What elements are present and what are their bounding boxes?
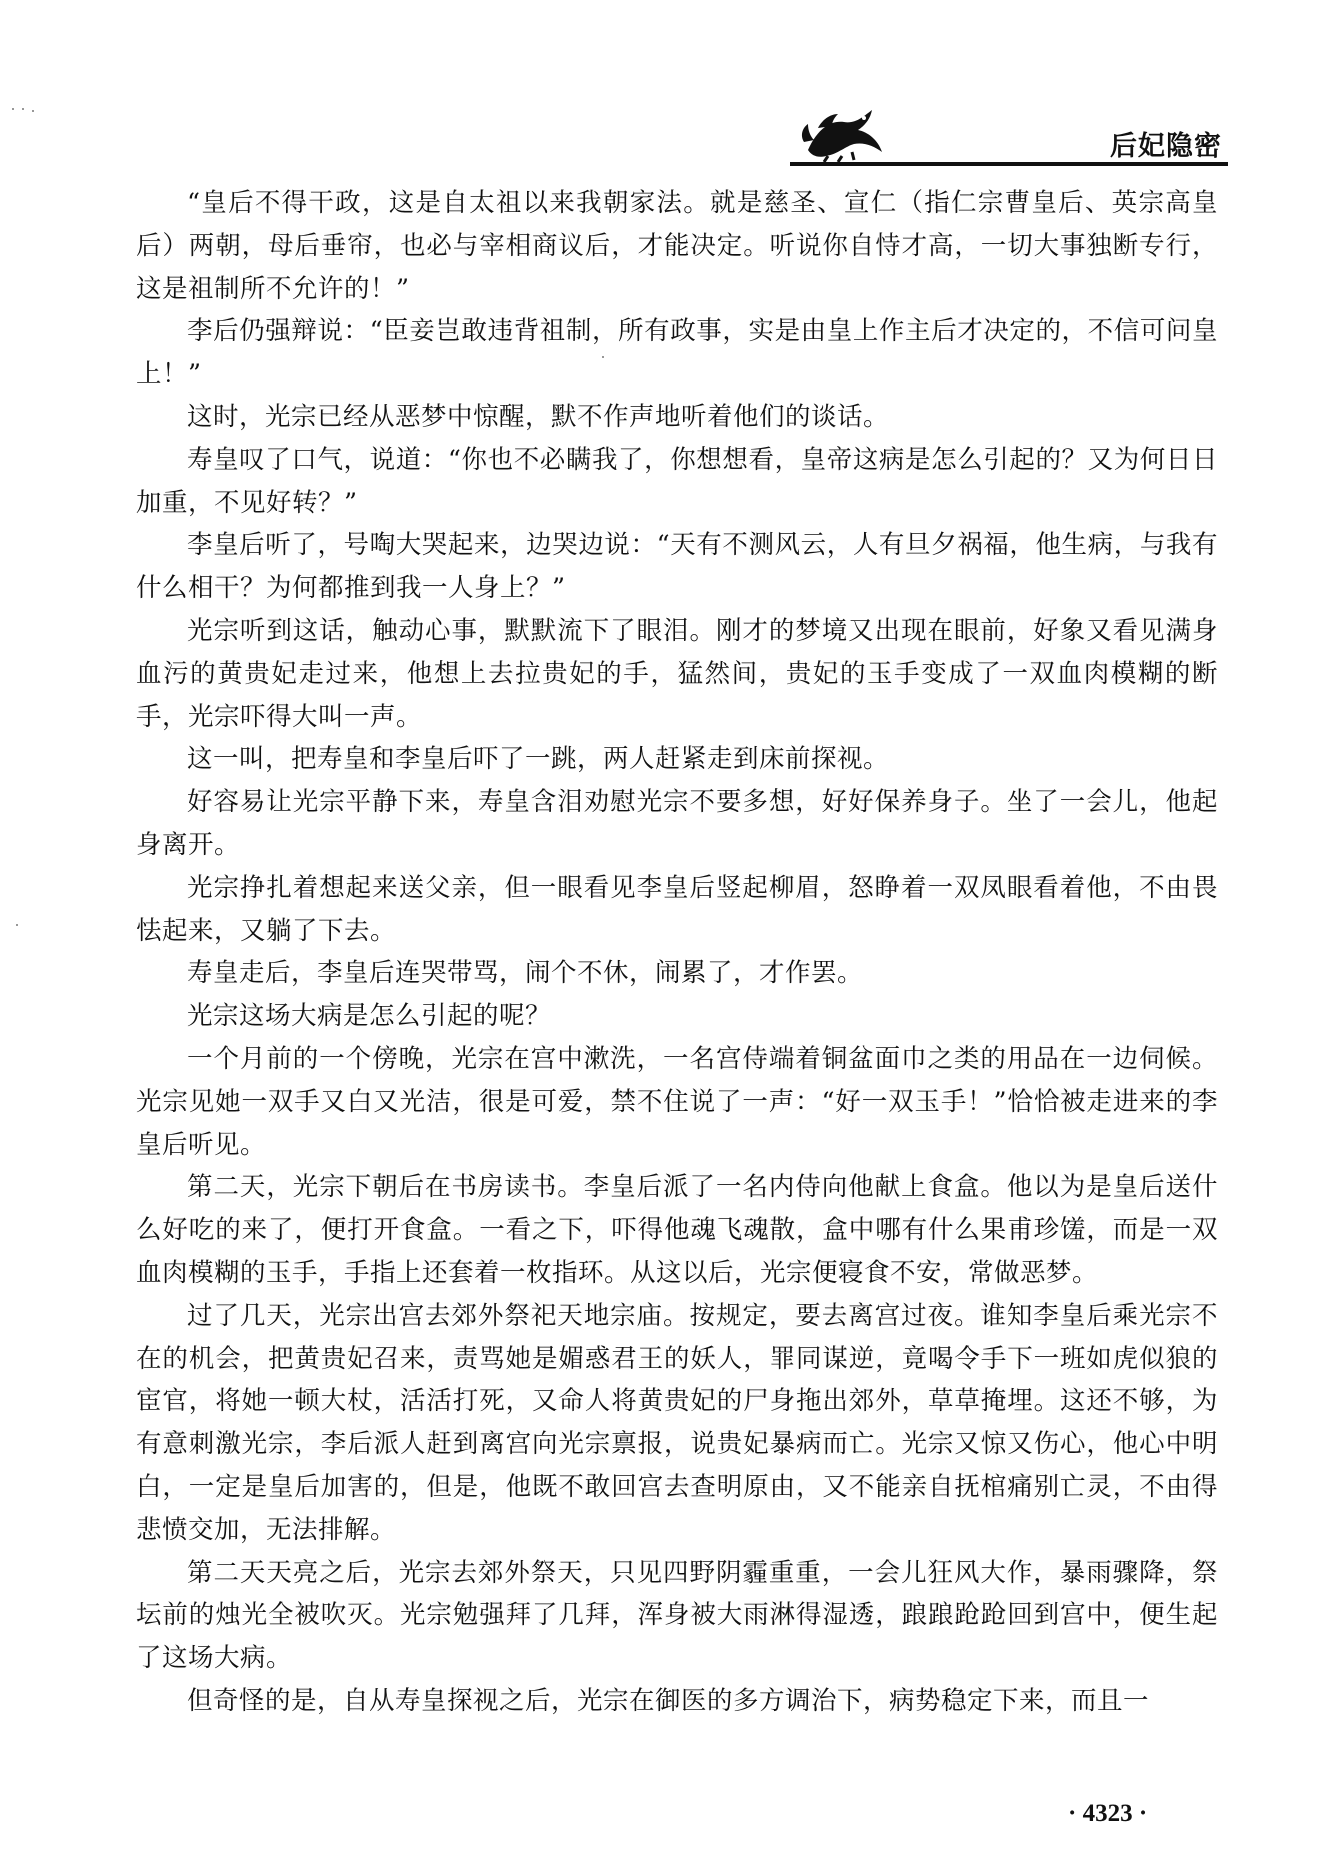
header-rule [790, 162, 1228, 166]
paragraph: 李皇后听了，号啕大哭起来，边哭边说：“天有不测风云，人有旦夕祸福，他生病，与我有什么相干？为何都推到我一人身上？” [136, 530, 1218, 604]
paragraph: 这一叫，把寿皇和李皇后吓了一跳，两人赶紧走到床前探视。 [187, 744, 890, 775]
paragraph: 第二天，光宗下朝后在书房读书。李皇后派了一名内侍向他献上食盒。他以为是皇后送什么好吃的来了，便打开食盒。一看之下，吓得他魂飞魂散，盒中哪有什么果甫珍馐，而是一双血肉模糊的玉手，手指上还套着一枚指环。从这以后，光宗便寝食不安，常做恶梦。 [136, 1172, 1218, 1288]
paragraph: 一个月前的一个傍晚，光宗在宫中漱洗，一名宫侍端着铜盆面巾之类的用品在一边伺候。光宗见她一双手又白又光洁，很是可爱，禁不住说了一声：“好一双玉手！”恰恰被走进来的李皇后听见。 [136, 1043, 1218, 1160]
paragraph: 寿皇叹了口气，说道：“你也不必瞒我了，你想想看，皇帝这病是怎么引起的？又为何日日加重，不见好转？” [136, 444, 1218, 518]
paragraph: 好容易让光宗平静下来，寿皇含泪劝慰光宗不要多想，好好保养身子。坐了一会儿，他起身离开。 [136, 787, 1218, 860]
scan-speck [32, 110, 34, 112]
paragraph: 这时，光宗已经从恶梦中惊醒，默不作声地听着他们的谈话。 [187, 401, 890, 432]
dragon-emblem-icon [798, 102, 890, 164]
paragraph: 李后仍强辩说：“臣妾岂敢违背祖制，所有政事，实是由皇上作主后才决定的，不信可问皇上！” [136, 316, 1218, 390]
page-number: · 4323 · [1068, 1800, 1148, 1827]
paragraph: 光宗挣扎着想起来送父亲，但一眼看见李皇后竖起柳眉，怒睁着一双凤眼看着他，不由畏怯起来，又躺了下去。 [136, 872, 1218, 946]
scan-speck [22, 108, 24, 110]
scan-speck [12, 108, 14, 110]
paragraph: 光宗这场大病是怎么引起的呢？ [187, 1001, 552, 1032]
paragraph: 光宗听到这话，触动心事，默默流下了眼泪。刚才的梦境又出现在眼前，好象又看见满身血污的黄贵妃走过来，他想上去拉贵妃的手，猛然间，贵妃的玉手变成了一双血肉模糊的断手，光宗吓得大叫一声。 [136, 615, 1218, 732]
running-header [790, 96, 1228, 168]
paragraph: 过了几天，光宗出宫去郊外祭祀天地宗庙。按规定，要去离宫过夜。谁知李皇后乘光宗不在的机会，把黄贵妃召来，责骂她是媚惑君王的妖人，罪同谋逆，竟喝令手下一班如虎似狼的宦官，将她一顿大杖，活活打死，又命人将黄贵妃的尸身拖出郊外，草草掩埋。这还不够，为有意刺激光宗，李后派人赶到离宫向光宗禀报，说贵妃暴病而亡。光宗又惊又伤心，他心中明白，一定是皇后加害的，但是，他既不敢回宫去查明原由，又不能亲自抚棺痛别亡灵，不由得悲愤交加，无法排解。 [136, 1300, 1218, 1545]
paragraph: 但奇怪的是，自从寿皇探视之后，光宗在御医的多方调治下，病势稳定下来，而且一 [187, 1685, 1150, 1716]
paragraph: 第二天天亮之后，光宗去郊外祭天，只见四野阴霾重重，一会儿狂风大作，暴雨骤降，祭坛前的烛光全被吹灭。光宗勉强拜了几拜，浑身被大雨淋得湿透，踉踉跄跄回到宫中，便生起了这场大病。 [136, 1557, 1218, 1674]
paragraph: “皇后不得干政，这是自太祖以来我朝家法。就是慈圣、宣仁（指仁宗曹皇后、英宗高皇后）两朝，母后垂帘，也必与宰相商议后，才能决定。听说你自恃才高，一切大事独断专行，这是祖制所不允许的！” [136, 188, 1218, 304]
scan-speck [16, 924, 18, 926]
scan-speck [602, 356, 604, 358]
body-text [136, 182, 1218, 1723]
paragraph: 寿皇走后，李皇后连哭带骂，闹个不休，闹累了，才作罢。 [187, 958, 864, 989]
header-title: 后妃隐密 [1110, 131, 1222, 162]
